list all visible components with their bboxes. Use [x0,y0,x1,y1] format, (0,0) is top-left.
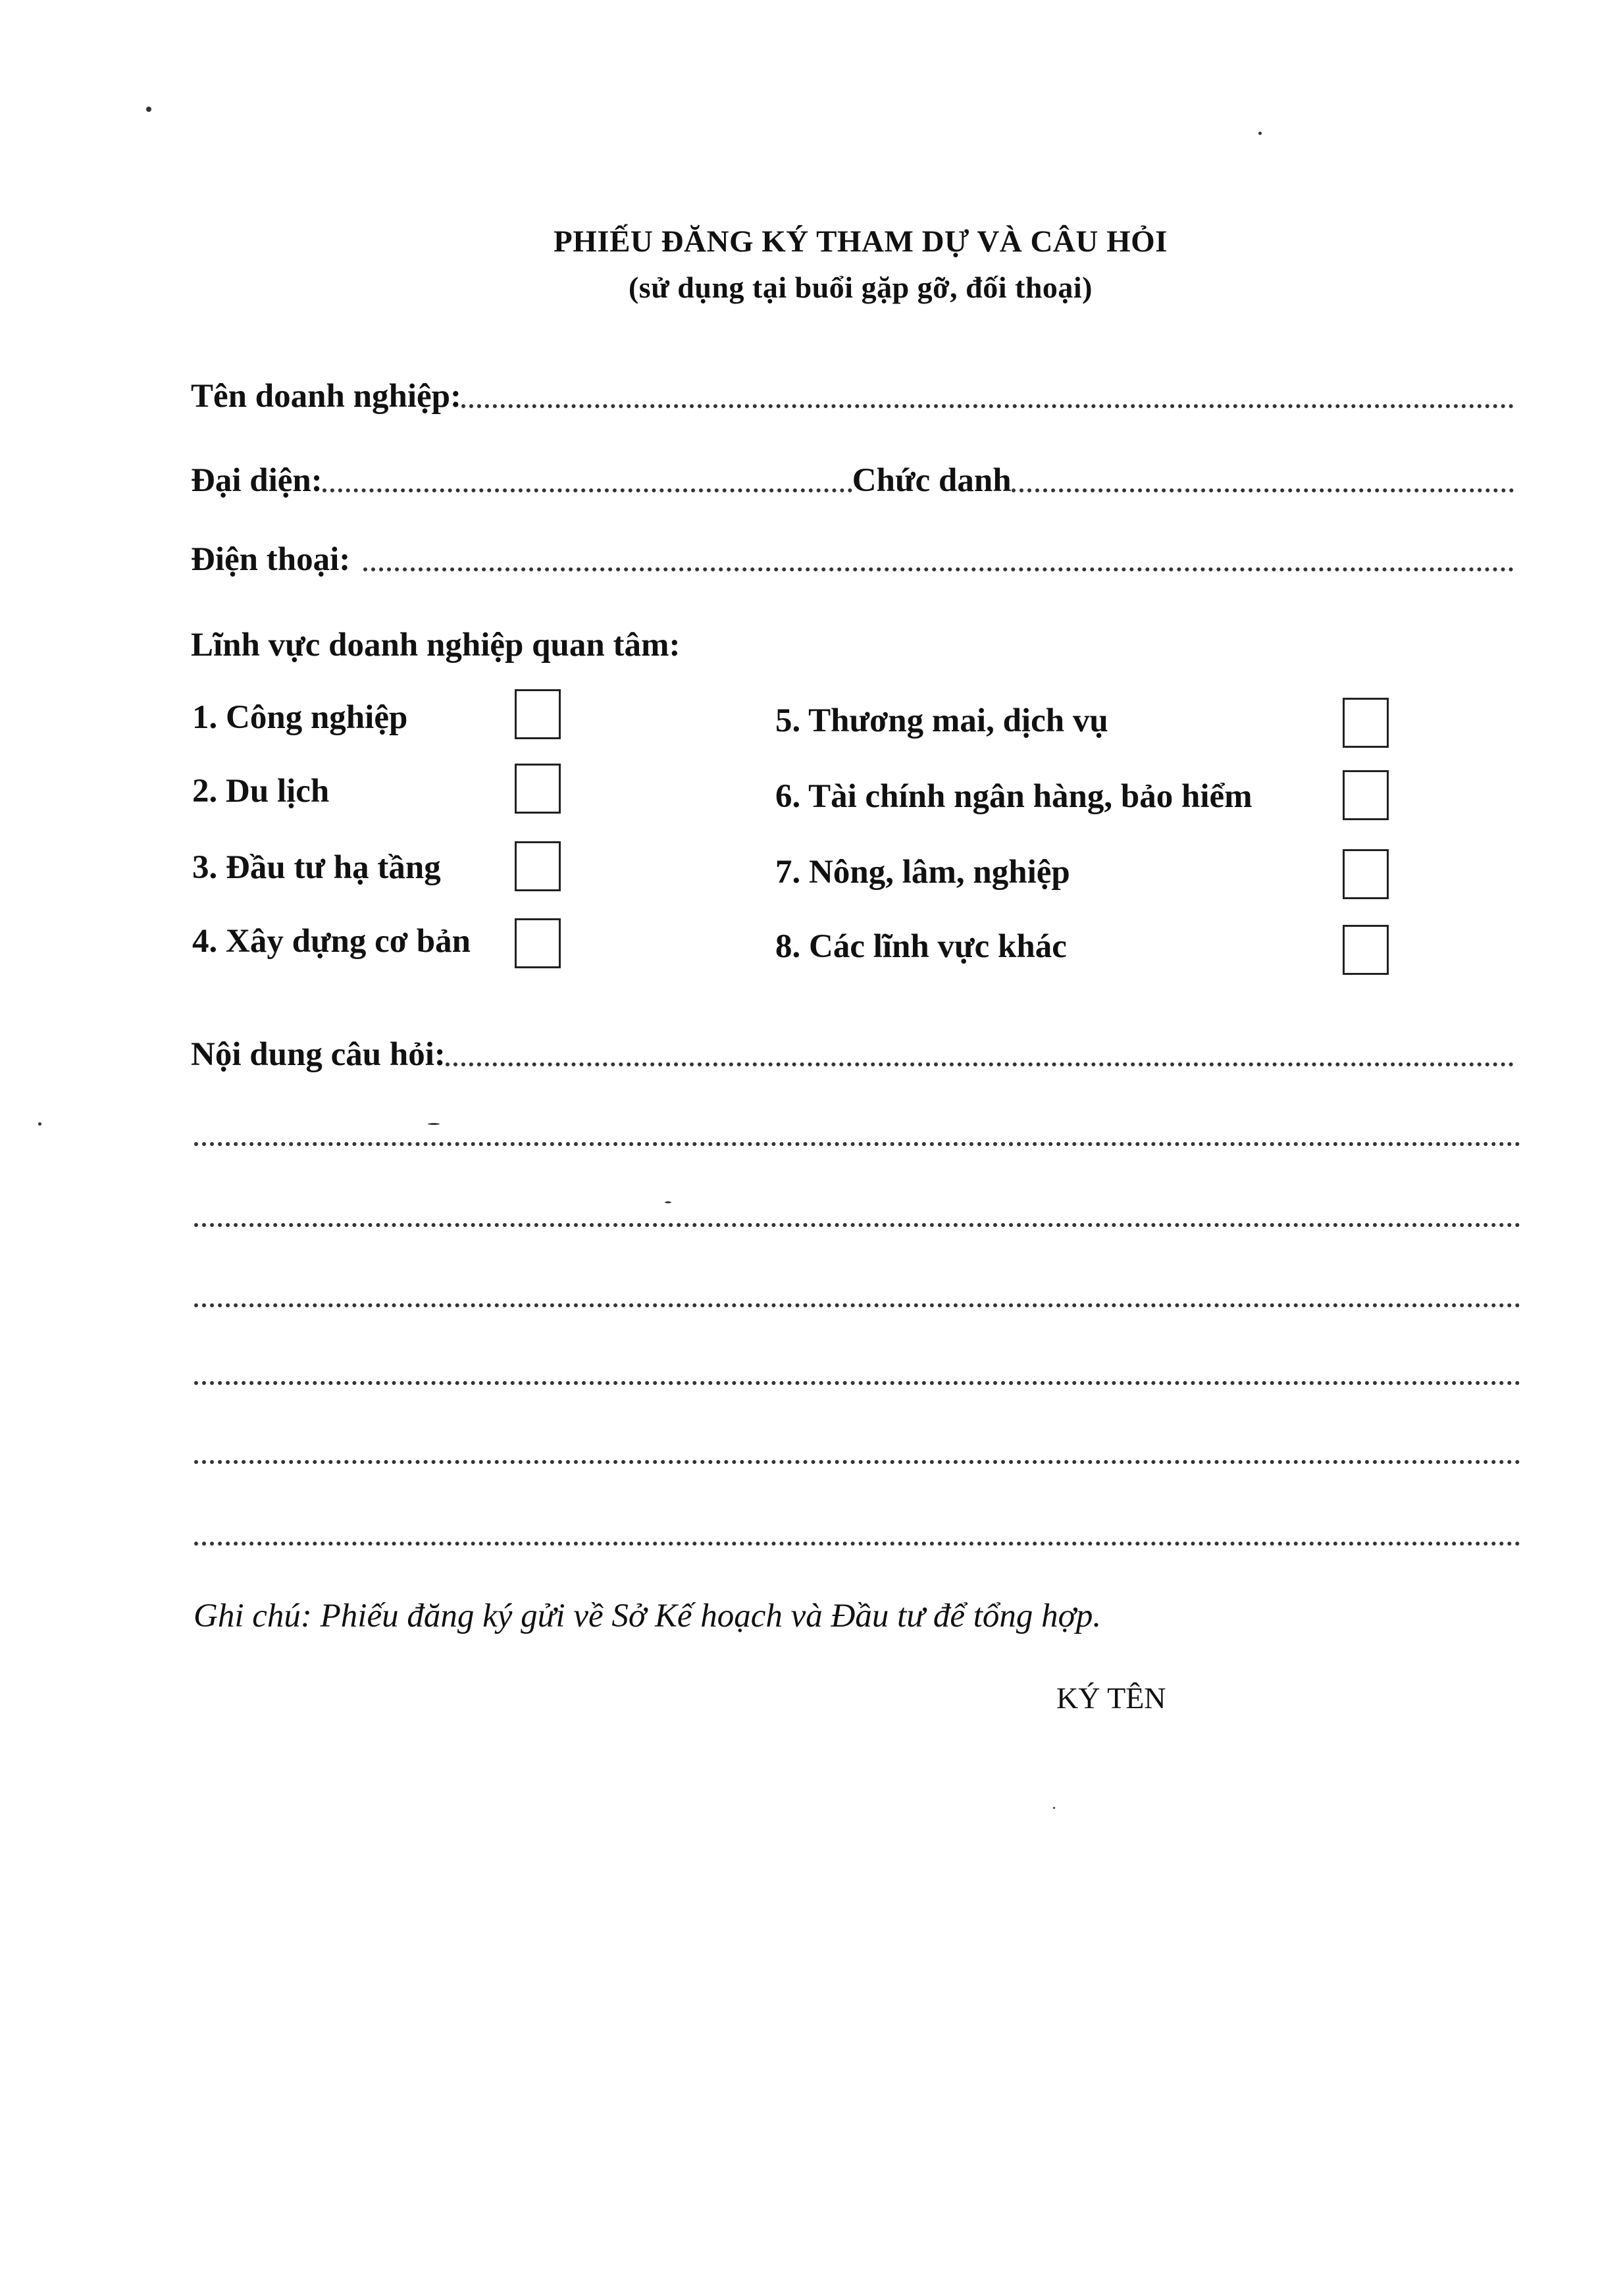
option-agriculture-checkbox[interactable] [1343,849,1389,899]
option-trade-services-label: 5. Thương mai, dịch vụ [775,702,1108,739]
option-finance-label: 6. Tài chính ngân hàng, bảo hiểm [775,778,1252,815]
form-note: Ghi chú: Phiếu đăng ký gửi về Sở Kế hoạch và Đầu tư để tổng hợp. [194,1598,1102,1634]
position-label: Chức danh [852,462,1012,499]
option-construction-label: 4. Xây dựng cơ bản [192,923,471,960]
signature-label: KÝ TÊN [1056,1681,1166,1715]
question-input-line-3[interactable] [194,1223,1520,1227]
question-field[interactable] [191,1035,1514,1074]
company-name-field[interactable] [191,377,1514,416]
position-input-line[interactable] [1012,488,1514,492]
option-industry-label: 1. Công nghiệp [192,699,408,736]
option-tourism-label: 2. Du lịch [192,773,330,810]
question-label: Nội dung câu hỏi: [191,1036,446,1073]
scan-speck [1053,1807,1055,1809]
option-construction-checkbox[interactable] [515,918,561,968]
representative-label: Đại diện: [191,462,323,499]
question-input-line-6[interactable] [194,1460,1520,1464]
scan-speck [38,1122,41,1126]
scan-speck [428,1123,440,1125]
scan-speck [1258,132,1262,135]
option-other-checkbox[interactable] [1343,925,1389,975]
option-agriculture-label: 7. Nông, lâm, nghiệp [775,854,1070,891]
option-finance-checkbox[interactable] [1343,770,1389,820]
option-industry-checkbox[interactable] [515,689,561,739]
question-input-line-5[interactable] [194,1381,1520,1385]
company-name-label: Tên doanh nghiệp: [191,378,461,415]
question-input-line-1[interactable] [446,1062,1514,1066]
representative-row [191,461,1514,500]
option-infrastructure-label: 3. Đầu tư hạ tầng [192,849,441,886]
question-input-line-2[interactable] [194,1142,1520,1146]
scan-speck [665,1201,671,1203]
form-title: PHIẾU ĐĂNG KÝ THAM DỰ VÀ CÂU HỎI [554,224,1168,259]
question-input-line-7[interactable] [194,1542,1520,1546]
field-of-interest-heading: Lĩnh vực doanh nghiệp quan tâm: [191,627,681,664]
phone-input-line[interactable] [363,567,1514,571]
phone-field[interactable] [191,540,1514,579]
representative-input-line[interactable] [323,488,852,492]
phone-label: Điện thoại: [191,541,351,578]
company-name-input-line[interactable] [461,404,1514,408]
option-infrastructure-checkbox[interactable] [515,841,561,891]
option-other-label: 8. Các lĩnh vực khác [775,928,1067,965]
option-tourism-checkbox[interactable] [515,764,561,814]
form-subtitle: (sử dụng tại buổi gặp gỡ, đối thoại) [628,271,1093,304]
question-input-line-4[interactable] [194,1303,1520,1307]
option-trade-services-checkbox[interactable] [1343,698,1389,748]
scan-speck [146,107,151,112]
